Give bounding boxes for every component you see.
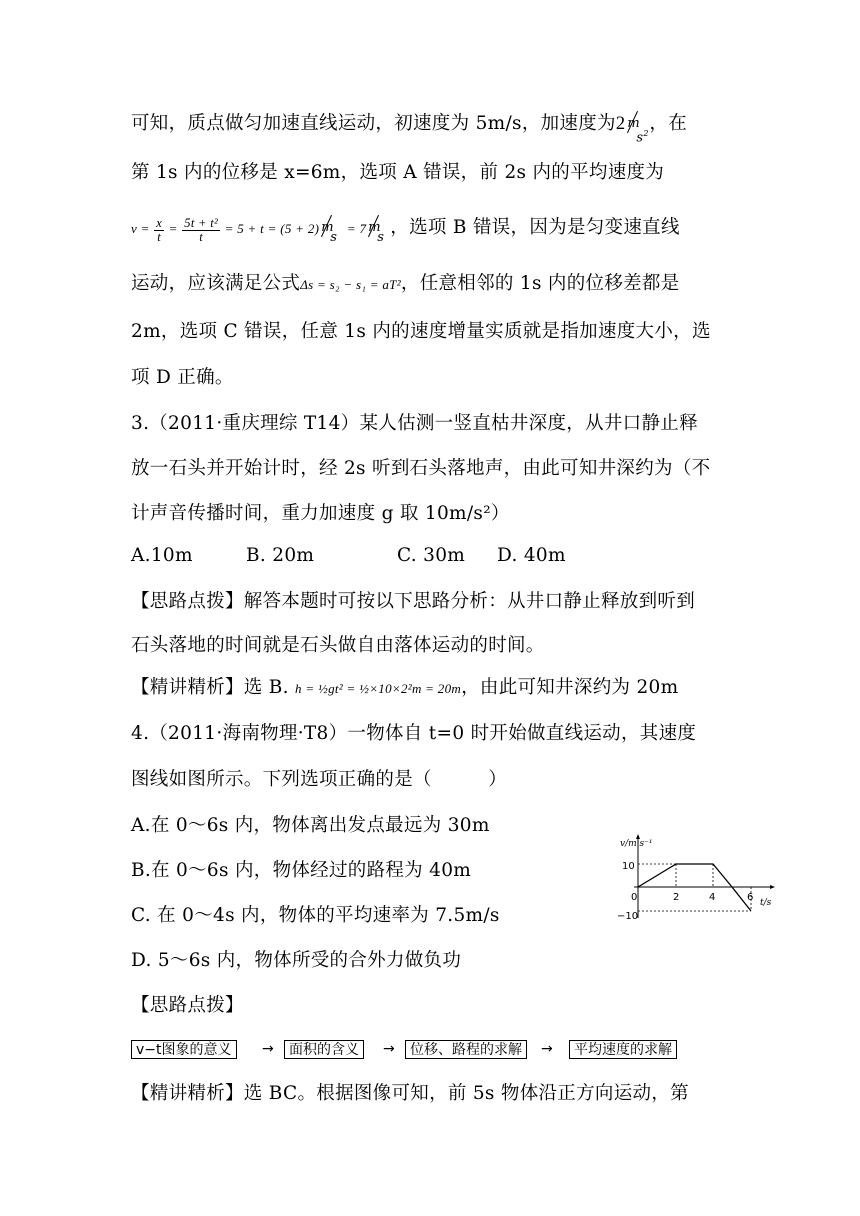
y-tick-neg10: −10 (617, 911, 639, 920)
q3-options (131, 542, 566, 570)
q3-line-1: 3.（2011·重庆理综 T14）某人估测一竖直枯井深度，从井口静止释 (131, 413, 698, 434)
q3-answer (131, 674, 678, 703)
free-fall-formula: h = ½gt² = ½×10×2²m = 20m (295, 681, 462, 696)
graph-y-label: v/m·s⁻¹ (620, 839, 653, 849)
q3-line-2: 放一石头并开始计时，经 2s 听到石头落地声，由此可知井深约为（不 (131, 458, 711, 479)
solution-line-2: 第 1s 内的位移是 x=6m，选项 A 错误，前 2s 内的平均速度为 (131, 162, 665, 183)
y-tick-10: 10 (622, 861, 635, 872)
flow-step-2: 面积的含义 (284, 1040, 364, 1059)
flow-step-3: 位移、路程的求解 (405, 1040, 527, 1059)
solution-line-6: 项 D 正确。 (131, 367, 234, 388)
unit-m-per-s2: m $s^2$ (625, 112, 649, 136)
option-d: D. 40m (497, 545, 566, 566)
q4-option-b: B.在 0～6s 内，物体经过的路程为 40m (131, 860, 472, 881)
flow-step-4: 平均速度的求解 (569, 1040, 677, 1059)
q3-hint-line-2: 石头落地的时间就是石头做自由落体运动的时间。 (131, 635, 545, 656)
text: 可知，质点做匀加速直线运动，初速度为 5m/s，加速度为 (131, 113, 616, 134)
x-tick-6: 6 (747, 892, 754, 903)
q4-line-2: 图线如图所示。下列选项正确的是（ ） (131, 769, 508, 790)
x-tick-2: 2 (673, 892, 680, 903)
arrow-icon: → (541, 1041, 553, 1057)
option-c: C. 30m (397, 545, 466, 566)
q4-answer: 【精讲精析】选 BC。根据图像可知，前 5s 物体沿正方向运动，第 (131, 1083, 689, 1104)
text: ，任意相邻的 1s 内的位移差都是 (400, 273, 680, 294)
graph-x-label: t/s (760, 898, 772, 908)
text: 运动，应该满足公式 (131, 273, 301, 294)
solution-line-1: 可知，质点做匀加速直线运动，初速度为 5m/s，加速度为2 m $s^2$ ，在 (131, 110, 687, 138)
delta-s-formula: Δs = s₂ − s₁ = aT² (300, 277, 401, 292)
solution-line-4 (131, 270, 680, 299)
arrow-icon: → (383, 1041, 395, 1057)
text: 【精讲精析】选 B. (131, 677, 289, 698)
option-b: B. 20m (246, 545, 315, 566)
q4-option-a: A.在 0～6s 内，物体离出发点最远为 30m (131, 815, 490, 836)
solution-line-3: v = $\frac{x}{t}$ = $\frac{\text{5t + t²}}{t}$ = 5 + t = (5 + 2) m s = 7 m s ，选项 B 错误，因为是匀变速直线 (131, 215, 680, 245)
flow-step-1: v−t图象的意义 (131, 1040, 237, 1059)
q4-hint: 【思路点拨】 (131, 995, 244, 1016)
q3-line-3: 计声音传播时间，重力加速度 g 取 10m/s²） (131, 503, 510, 524)
q3-hint-line-1: 【思路点拨】解答本题时可按以下思路分析：从井口静止释放到听到 (131, 591, 696, 612)
text: ，在 (649, 113, 687, 134)
x-tick-4: 4 (709, 892, 716, 903)
velocity-time-graph (616, 828, 776, 920)
text: ，选项 B 错误，因为是匀变速直线 (390, 217, 680, 238)
q4-option-d: D. 5～6s 内，物体所受的合外力做负功 (131, 950, 462, 971)
q4-line-1: 4.（2011·海南物理·T8）一物体自 t=0 时开始做直线运动，其速度 (131, 723, 697, 744)
q4-option-c: C. 在 0～4s 内，物体的平均速率为 7.5m/s (131, 905, 500, 926)
solution-line-5: 2m，选项 C 错误，任意 1s 内的速度增量实质就是指加速度大小，选 (131, 321, 711, 342)
option-a: A.10m (131, 545, 193, 566)
text: ，由此可知井深约为 20m (461, 677, 679, 698)
x-tick-0: 0 (631, 892, 638, 903)
arrow-icon: → (262, 1041, 274, 1057)
avg-velocity-formula: v = $\frac{x}{t}$ = $\frac{\text{5t + t²}}{t}$ = 5 + t = (5 + 2) (131, 215, 320, 244)
